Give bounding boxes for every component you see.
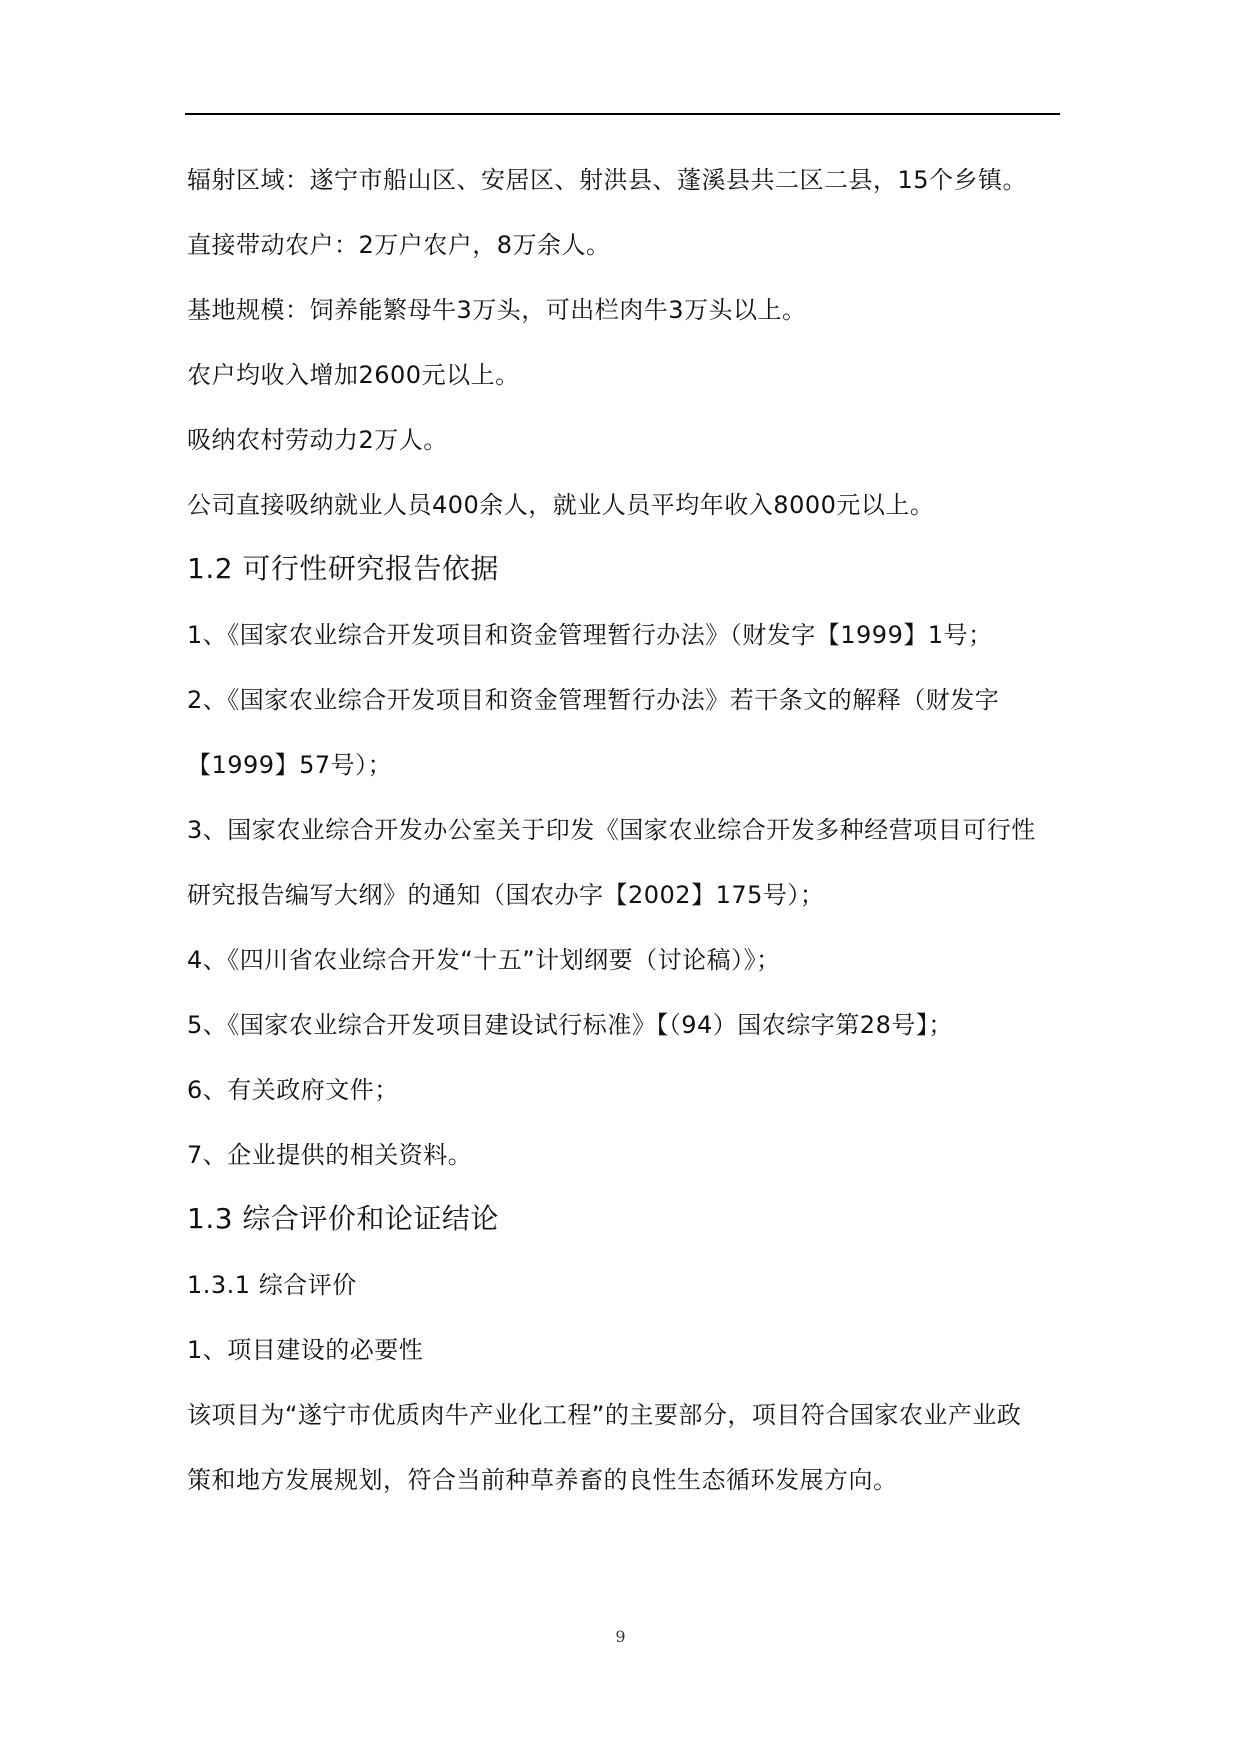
header-rule [185, 113, 1060, 115]
list-item-2-continued: 【1999】57号）； [187, 751, 393, 779]
list-item-7: 7、企业提供的相关资料。 [187, 1141, 473, 1169]
paragraph-labor: 吸纳农村劳动力2万人。 [187, 426, 448, 454]
paragraph-income: 农户均收入增加2600元以上。 [187, 361, 520, 389]
list-item-3: 3、国家农业综合开发办公室关于印发《国家农业综合开发多种经营项目可行性 [187, 816, 1036, 844]
subsection-heading-1-3-1: 1.3.1 综合评价 [187, 1271, 357, 1299]
list-item-1: 1、《国家农业综合开发项目和资金管理暂行办法》（财发字【1999】1号； [187, 621, 993, 649]
item-necessity: 1、项目建设的必要性 [187, 1336, 424, 1364]
page-number: 9 [615, 1627, 626, 1646]
paragraph-radiation-area: 辐射区域：遂宁市船山区、安居区、射洪县、蓬溪县共二区二县，15个乡镇。 [187, 166, 1028, 194]
paragraph-base-scale: 基地规模：饲养能繁母牛3万头，可出栏肉牛3万头以上。 [187, 296, 807, 324]
paragraph-project-description-continued: 策和地方发展规划，符合当前种草养畜的良性生态循环发展方向。 [187, 1466, 898, 1494]
list-item-4: 4、《四川省农业综合开发“十五”计划纲要（讨论稿）》； [187, 946, 781, 974]
list-item-2: 2、《国家农业综合开发项目和资金管理暂行办法》若干条文的解释（财发字 [187, 686, 1000, 714]
paragraph-project-description: 该项目为“遂宁市优质肉牛产业化工程”的主要部分，项目符合国家农业产业政 [187, 1401, 1022, 1429]
list-item-3-continued: 研究报告编写大纲》的通知（国农办字【2002】175号）； [187, 881, 825, 909]
list-item-5: 5、《国家农业综合开发项目建设试行标准》【（94）国农综字第28号】； [187, 1011, 953, 1039]
section-heading-1-3: 1.3 综合评价和论证结论 [187, 1202, 499, 1235]
section-heading-1-2: 1.2 可行性研究报告依据 [187, 552, 499, 585]
list-item-6: 6、有关政府文件； [187, 1076, 399, 1104]
paragraph-employment: 公司直接吸纳就业人员400余人，就业人员平均年收入8000元以上。 [187, 491, 935, 519]
paragraph-farmers: 直接带动农户：2万户农户，8万余人。 [187, 231, 611, 259]
